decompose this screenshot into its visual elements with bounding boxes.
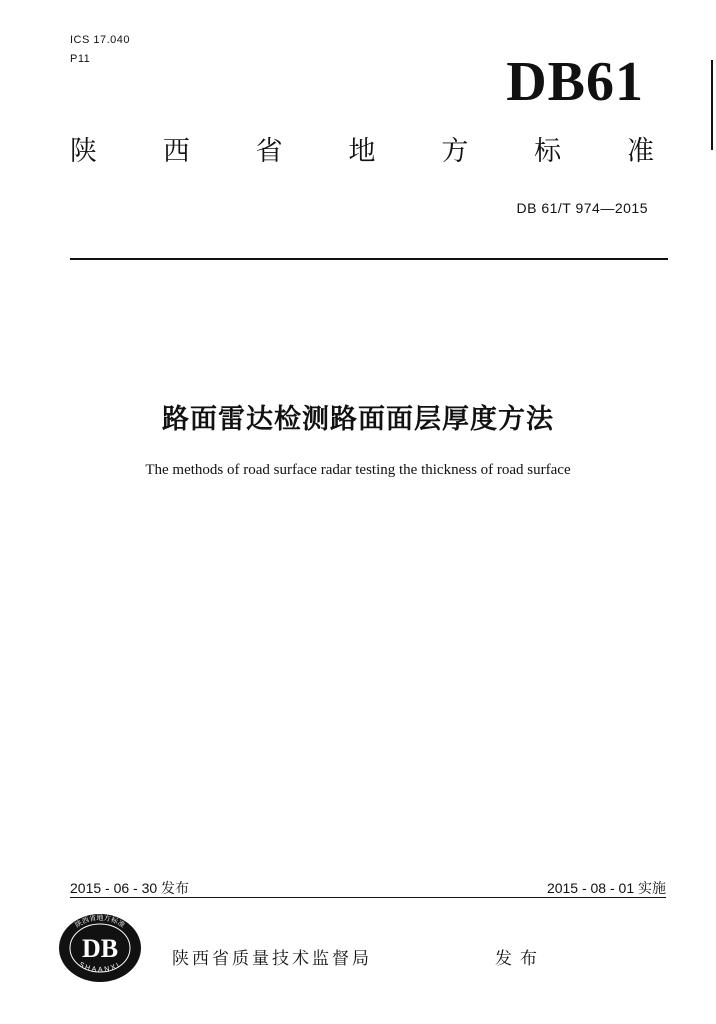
- ics-code: ICS 17.040: [70, 34, 131, 46]
- standard-number: DB 61/T 974—2015: [516, 200, 648, 216]
- bottom-divider: [70, 897, 666, 898]
- seal-top-text: 陕西省地方标准: [73, 914, 127, 930]
- implement-date: 2015 - 08 - 01 实施: [546, 880, 666, 896]
- issue-date: 2015 - 06 - 30 发布: [70, 880, 190, 896]
- standard-type-char: 省: [255, 136, 283, 167]
- standard-type: [70, 138, 654, 165]
- standard-type-char: 西: [162, 136, 190, 167]
- issuer-name: 陕西省质量技术监督局: [172, 949, 372, 969]
- classification-code: P11: [70, 53, 91, 65]
- standard-type-char: 标: [534, 136, 562, 167]
- standard-type-char: 方: [441, 136, 469, 167]
- seal-center-text: DB: [81, 934, 119, 963]
- standard-type-char: 地: [348, 136, 376, 167]
- standard-type-char: 陕: [70, 136, 97, 167]
- top-divider: [70, 258, 668, 260]
- standard-type-char: 准: [626, 136, 654, 167]
- title-english: The methods of road surface radar testing the thickness of road surface: [145, 462, 571, 478]
- standard-brand: DB61: [506, 51, 644, 113]
- seal-bottom-text: SHAANXI: [77, 961, 123, 974]
- issue-word: 发布: [495, 949, 545, 969]
- seal-logo: [58, 912, 142, 984]
- title-chinese: 路面雷达检测路面面层厚度方法: [162, 404, 554, 435]
- margin-mark: [711, 60, 713, 150]
